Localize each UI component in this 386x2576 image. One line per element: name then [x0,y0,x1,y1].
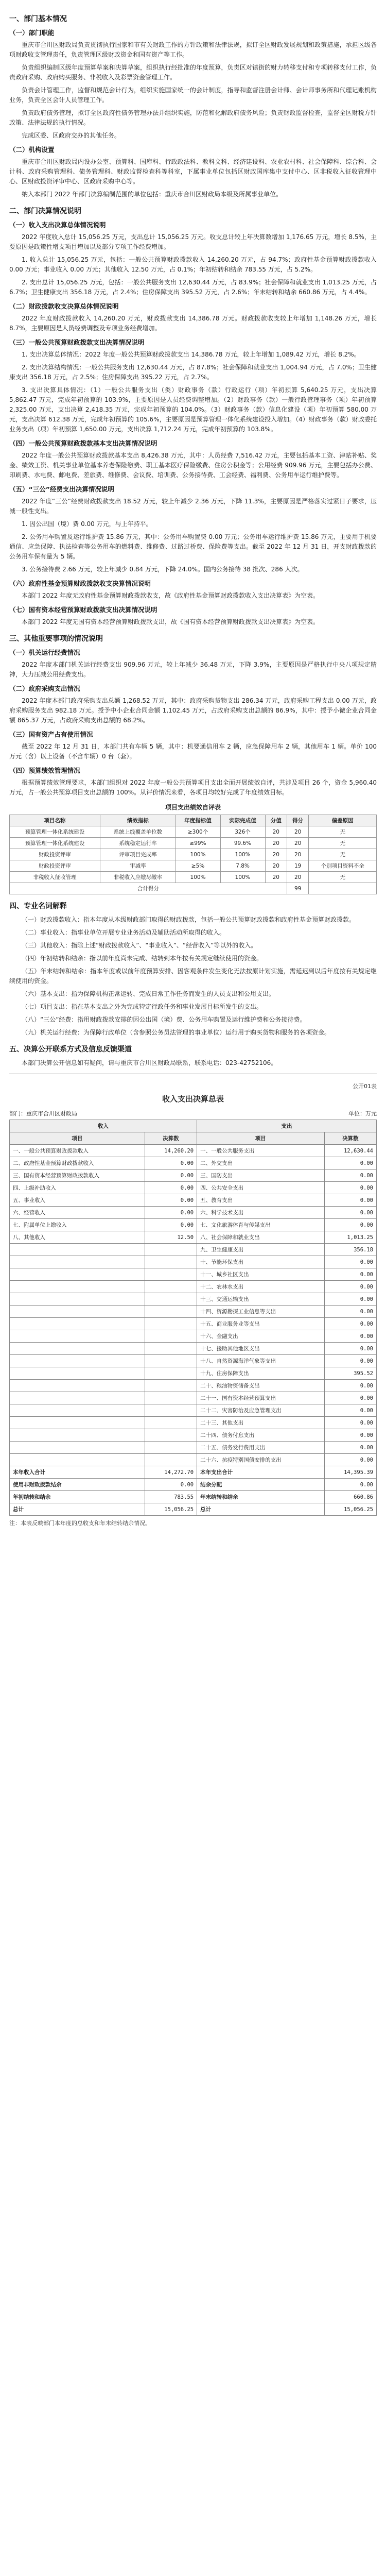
income-amount: 14,260.20 [145,1145,197,1157]
paragraph: 本部门 2022 年度无国有资本经营预算财政拨款支出，故《国有资本经营预算财政拨款支出决算表》为空表。 [22,618,320,625]
income-header: 收入 [10,1120,197,1132]
paragraph: 3. 支出决算具体情况：（1）一般公共服务支出（类）财政事务（款）行政运行（项）年初预算 5,640.25 万元，支出决算 5,862.47 万元，完成年初预算的 103.9%，主要原因是人员经费调整增加。（2）财政事务（款）一般行政管理事务（项）年初预算 2,325.00 万元，支出决算 2,418.35 万元，完成年初预算的 104.0%。（3）财政事务（款）信息化建设（项）年初预算 580.00 万元，支出决算 612.38 万元，完成年初预算的 105.6%，主要原因是预算管理一体化系统建设投入增加。（4）财政事务（款）财政委托业务支出（项）年初预算 1,650.00 万元，支出决算 1,712.24 万元，完成年初预算的 103.8%。 [9,386,377,433]
expense-amount: 0.00 [324,1182,376,1194]
perf-table-cell: 个别项目资料不全 [309,860,377,872]
income-amount [145,1454,197,1466]
budget-meta-top [9,1082,377,1090]
expense-amount: 0.00 [324,1318,376,1330]
income-amount [145,1417,197,1429]
perf-table-cell: ≥99% [176,838,220,849]
perf-table-cell: 20 [287,872,308,883]
paragraph: 2. 公务用车购置及运行维护费 15.86 万元，其中：公务用车购置费 0.00 万元；公务用车运行维护费 15.86 万元，主要用于机要通信、应急保障、执法检查等公务用车的燃料费、维修费、过路过桥费、保险费等支出。截至 2022 年 12 月 31 日，开支财政拨款的公务用车保有量为 5 辆。 [9,533,377,560]
income-amount: 12.50 [145,1231,197,1244]
expense-amount: 0.00 [324,1306,376,1318]
perf-table-cell: 99.6% [220,838,265,849]
perf-table-header: 得分 [287,815,308,826]
income-item [10,1429,145,1442]
perf-table-cell: 20 [265,838,287,849]
income-amount [145,1392,197,1404]
expense-amount: 0.00 [324,1429,376,1442]
income-item [10,1330,145,1343]
expense-item: 二十四、债务付息支出 [197,1429,324,1442]
income-item: 八、其他收入 [10,1231,145,1244]
subsection-heading: （二）政府采购支出情况 [9,685,80,692]
budget-row [10,1306,377,1318]
income-item [10,1268,145,1281]
budget-row [10,1170,377,1182]
budget-row [10,1442,377,1454]
income-item [10,1293,145,1306]
budget-row [10,1417,377,1429]
budget-carry-row-income-value: 0.00 [145,1479,197,1491]
expense-item: 五、教育支出 [197,1194,324,1207]
income-amount: 0.00 [145,1157,197,1170]
income-amount [145,1318,197,1330]
income-item [10,1306,145,1318]
expense-item: 二、外交支出 [197,1157,324,1170]
perf-table-row [10,872,377,883]
contact-paragraph: 本部门决算公开信息如有疑问，请与重庆市合川区财政局联系，联系电话：023-42752106。 [22,1059,277,1066]
perf-table-header-row [10,815,377,826]
income-item [10,1343,145,1355]
perf-table-cell: 100% [220,872,265,883]
paragraph: 负责政府债务管理，拟订全区政府性债务管理办法并组织实施，防范和化解政府债务风险；负责财政监督检查，监督全区财税方针政策、法律法规的执行情况。 [9,109,377,126]
budget-meta [9,1109,377,1117]
perf-table-cell: 20 [265,872,287,883]
subsection-heading: （二）机构设置 [9,146,55,154]
income-amount [145,1367,197,1380]
perf-table-cell: ≥300个 [176,826,220,838]
budget-col-header: 项目 [10,1132,145,1145]
perf-table-cell: 无 [309,838,377,849]
perf-table-cell: 100% [176,872,220,883]
budget-note: 注：本表反映部门本年度的总收支和年末结转结余情况。 [9,1520,151,1527]
income-item: 四、上级补助收入 [10,1182,145,1194]
income-amount [145,1429,197,1442]
perf-table [9,815,377,894]
budget-col-header: 项目 [197,1132,324,1145]
perf-table-cell: 财政投资评审 [10,860,100,872]
budget-balance-row-expense-value: 660.86 [324,1491,376,1503]
term-item: （二）事业收入：指事业单位开展专业业务活动及辅助活动所取得的收入。 [22,929,226,936]
perf-table-total-row [10,883,377,894]
paragraph: 3. 公务接待费 2.66 万元，较上年减少 0.84 万元，下降 24.0%。国内公务接待 38 批次、286 人次。 [22,566,304,573]
expense-item: 十七、援助其他地区支出 [197,1343,324,1355]
paragraph: 截至 2022 年 12 月 31 日，本部门共有车辆 5 辆，其中：机要通信用车 2 辆，应急保障用车 2 辆，其他用车 1 辆。单价 100 万元（含）以上设备（不含车辆）0 台（套）。 [9,743,377,760]
section-heading: 二、部门决算情况说明 [9,207,81,215]
budget-row [10,1367,377,1380]
perf-table-cell: 预算管理一体化系统建设 [10,826,100,838]
income-item [10,1367,145,1380]
contact-section [9,1044,377,1068]
expense-item: 十四、资源勘探工业信息等支出 [197,1306,324,1318]
expense-item: 二十六、抗疫特别国债安排的支出 [197,1454,324,1466]
perf-table-cell: 无 [309,849,377,860]
perf-table-cell: 20 [265,826,287,838]
perf-total-score: 99 [287,883,308,894]
perf-table-row [10,838,377,849]
budget-col-header: 决算数 [324,1132,376,1145]
budget-row [10,1194,377,1207]
term-item: （四）年初结转和结余：指以前年度尚未完成、结转到本年按有关规定继续使用的资金。 [22,955,263,962]
budget-carry-row-income-label: 使用非财政拨款结余 [10,1479,145,1491]
perf-table-cell: 19 [287,860,308,872]
income-amount [145,1268,197,1281]
expense-amount: 0.00 [324,1380,376,1392]
budget-col-header: 决算数 [145,1132,197,1145]
expense-amount: 0.00 [324,1170,376,1182]
income-item [10,1318,145,1330]
income-item [10,1256,145,1268]
perf-table-cell: 20 [265,860,287,872]
paragraph: 2022 年度财政拨款收入 14,260.20 万元，财政拨款支出 14,386.78 万元。财政拨款收支较上年增加 1,148.26 万元，增长 8.7%，主要原因是人员经费调整及专项业务经费增加。 [9,315,377,332]
expense-item: 二十五、债务发行费用支出 [197,1442,324,1454]
paragraph: 纳入本部门 2022 年部门决算编制范围的单位包括：重庆市合川区财政局本级及所属事业单位。 [22,191,283,198]
income-item: 七、附属单位上缴收入 [10,1219,145,1231]
paragraph: 1. 因公出国（境）费 0.00 万元，与上年持平。 [22,520,152,528]
subsection-heading: （二）财政拨款收支决算总体情况说明 [9,302,119,310]
expense-item: 九、卫生健康支出 [197,1244,324,1256]
budget-total-row-expense-label: 本年支出合计 [197,1466,324,1479]
budget-table-section [9,1082,377,1527]
perf-table-cell: 财政投资评审 [10,849,100,860]
expense-amount: 0.00 [324,1442,376,1454]
paragraph: 2022 年度收入总计 15,056.25 万元，支出总计 15,056.25 万元。收支总计较上年决算数增加 1,176.65 万元，增长 8.5%，主要原因是政策性增支项目增加以及部分专项工作经费增加。 [9,233,377,250]
paragraph: 1. 收入总计 15,056.25 万元，包括：一般公共预算财政拨款收入 14,260.20 万元，占 94.7%；政府性基金预算财政拨款收入 0.00 万元；事业收入 0.00 万元；其他收入 12.50 万元，占 0.1%；年初结转和结余 783.55 万元，占 5.2%。 [9,256,377,273]
expense-item: 七、文化旅游体育与传媒支出 [197,1219,324,1231]
perf-table-cell: 系统稳定运行率 [100,838,176,849]
expense-amount: 0.00 [324,1293,376,1306]
perf-table-cell: 100% [176,849,220,860]
expense-item: 十、节能环保支出 [197,1256,324,1268]
perf-table-cell: 7.8% [220,860,265,872]
perf-table-title: 项目支出绩效自评表 [165,804,221,811]
expense-amount: 1,013.25 [324,1231,376,1244]
section-heading: 一、部门基本情况 [9,15,67,23]
budget-row [10,1293,377,1306]
expense-item: 二十、粮油物资储备支出 [197,1380,324,1392]
perf-table-row [10,860,377,872]
term-item: （八）“三公”经费：指用财政拨款安排的因公出国（境）费、公务用车购置及运行维护费和公务接待费。 [22,1016,306,1023]
income-item [10,1281,145,1293]
expense-item: 八、社会保障和就业支出 [197,1231,324,1244]
term-item: （五）年末结转和结余：指本年度或以前年度预算安排、因客观条件发生变化无法按原计划实施，需延迟到以后年度按有关规定继续使用的资金。 [9,968,377,985]
budget-row [10,1392,377,1404]
budget-grand-row-expense-value: 15,056.25 [324,1503,376,1516]
budget-carry-row [10,1479,377,1491]
section [9,13,377,199]
budget-carry-row-expense-label: 结余分配 [197,1479,324,1491]
income-amount [145,1293,197,1306]
subsection-heading: （七）国有资本经营预算财政拨款支出决算情况说明 [9,606,157,614]
expense-item: 十五、商业服务业等支出 [197,1318,324,1330]
income-amount: 0.00 [145,1207,197,1219]
income-item [10,1454,145,1466]
budget-row [10,1231,377,1244]
budget-carry-row-expense-value: 0.00 [324,1479,376,1491]
budget-head-row [10,1120,377,1132]
perf-table-header: 分值 [265,815,287,826]
section [9,206,377,627]
budget-table-title: 收入支出决算总表 [162,1094,224,1104]
budget-total-row [10,1466,377,1479]
paragraph: 完成区委、区政府交办的其他任务。 [22,132,121,139]
income-amount [145,1343,197,1355]
budget-table [9,1120,377,1516]
budget-row [10,1256,377,1268]
budget-balance-row-income-label: 年初结转和结余 [10,1491,145,1503]
budget-row [10,1157,377,1170]
subsection-heading: （五）“三公”经费支出决算情况说明 [9,485,114,493]
budget-row [10,1281,377,1293]
perf-table-cell: 20 [287,838,308,849]
paragraph: 2. 支出总计 15,056.25 万元，包括：一般公共服务支出 12,630.44 万元，占 83.9%；社会保障和就业支出 1,013.25 万元，占 6.7%；卫生健康支出 356.18 万元，占 2.4%；住房保障支出 395.52 万元，占 2.6%；年末结转和结余 660.86 万元，占 4.4%。 [9,279,377,296]
income-amount [145,1404,197,1417]
expense-amount: 0.00 [324,1219,376,1231]
expense-item: 四、公共安全支出 [197,1182,324,1194]
expense-item: 十六、金融支出 [197,1330,324,1343]
paragraph: 负责会计管理工作，监督和规范会计行为，组织实施国家统一的会计制度，指导和监督注册会计师、会计师事务所和代理记账机构业务，负责全区会计人员管理工作。 [9,87,377,104]
expense-item: 二十三、其他支出 [197,1417,324,1429]
expense-amount: 0.00 [324,1194,376,1207]
expense-amount: 0.00 [324,1355,376,1367]
budget-total-row-expense-value: 14,395.39 [324,1466,376,1479]
income-amount [145,1256,197,1268]
expense-item: 一、一般公共服务支出 [197,1145,324,1157]
expense-header: 支出 [197,1120,377,1132]
expense-amount: 0.00 [324,1417,376,1429]
income-amount: 0.00 [145,1170,197,1182]
term-item: （六）基本支出：指为保障机构正常运转、完成日常工作任务而发生的人员支出和公用支出。 [22,990,275,997]
paragraph: 2022 年度“三公”经费财政拨款支出 18.52 万元，较上年减少 2.36 万元，下降 11.3%，主要原因是严格落实过紧日子要求，压减一般性支出。 [9,498,377,515]
perf-table-header: 年度指标值 [176,815,220,826]
expense-item: 三、国防支出 [197,1170,324,1182]
expense-item: 十八、自然资源海洋气象等支出 [197,1355,324,1367]
subsection-heading: （一）部门职能 [9,29,55,37]
perf-table-cell: 无 [309,826,377,838]
budget-row [10,1404,377,1417]
subsection-heading: （四）预算绩效管理情况 [9,767,80,774]
paragraph: 重庆市合川区财政局内设办公室、预算科、国库科、行政政法科、教科文科、经济建设科、农业农村科、社会保障科、综合科、会计科、政府采购管理科、债务管理科、财政监督检查科等科室，下属事业单位包括区财政国库集中支付中心、区非税收入征收管理中心、区财政投资评审中心、区政府采购中心等。 [9,158,377,185]
expense-amount: 0.00 [324,1343,376,1355]
perf-table-cell: ≥5% [176,860,220,872]
budget-grand-row-income-value: 15,056.25 [145,1503,197,1516]
expense-amount: 0.00 [324,1281,376,1293]
expense-amount: 0.00 [324,1330,376,1343]
budget-row [10,1429,377,1442]
expense-item: 十二、农林水支出 [197,1281,324,1293]
org-label: 部门：重庆市合川区财政局 [9,1110,77,1117]
income-item: 五、事业收入 [10,1194,145,1207]
terms-section [9,901,377,1038]
paragraph: 根据预算绩效管理要求，本部门组织对 2022 年度一般公共预算项目支出全面开展绩效自评，共涉及项目 26 个，资金 5,960.40 万元，占一般公共预算项目支出总额的 100%。从评价情况来看，各项目均较好完成了年度绩效目标。 [9,779,377,796]
expense-amount: 356.18 [324,1244,376,1256]
paragraph: 1. 支出决算总体情况：2022 年度一般公共预算财政拨款支出 14,386.78 万元，较上年增加 1,089.42 万元，增长 8.2%。 [22,351,360,358]
expense-amount: 0.00 [324,1207,376,1219]
perf-table-cell: 预算管理一体化系统建设 [10,838,100,849]
budget-total-row-income-value: 14,272.70 [145,1466,197,1479]
budget-balance-row [10,1491,377,1503]
terms-heading: 四、专业名词解释 [9,902,67,910]
expense-item: 二十二、灾害防治及应急管理支出 [197,1404,324,1417]
budget-row [10,1318,377,1330]
expense-amount: 0.00 [324,1157,376,1170]
income-amount: 0.00 [145,1182,197,1194]
budget-grand-row [10,1503,377,1516]
budget-subhead-row [10,1132,377,1145]
expense-item: 六、科学技术支出 [197,1207,324,1219]
expense-amount: 395.52 [324,1367,376,1380]
paragraph: 2022 年度本部门政府采购支出总额 1,268.52 万元，其中：政府采购货物支出 286.34 万元，政府采购工程支出 0.00 万元，政府采购服务支出 982.18 万元。授予中小企业合同金额 1,102.45 万元，占政府采购支出总额的 86.9%，其中：授予小微企业合同金额 865.37 万元，占政府采购支出总额的 68.2%。 [9,697,377,724]
perf-table-cell: 20 [287,849,308,860]
income-amount: 0.00 [145,1219,197,1231]
subsection-heading: （六）政府性基金预算财政拨款收支决算情况说明 [9,580,151,587]
expense-amount: 0.00 [324,1404,376,1417]
term-item: （三）其他收入：指除上述“财政拨款收入”、“事业收入”、“经营收入”等以外的收入。 [22,942,257,949]
income-item [10,1404,145,1417]
subsection-heading: （一）收入支出决算总体情况说明 [9,221,106,229]
paragraph: 2022 年度本部门机关运行经费支出 909.96 万元，较上年减少 36.48 万元，下降 3.9%，主要原因是严格执行中央八项规定精神，大力压减公用经费支出。 [9,661,377,678]
income-amount [145,1330,197,1343]
budget-row [10,1145,377,1157]
table-code: 公开01表 [353,1083,377,1090]
perf-table-header: 绩效指标 [100,815,176,826]
perf-table-header: 实际完成值 [220,815,265,826]
paragraph: 2022 年度一般公共预算财政拨款基本支出 8,426.38 万元，其中：人员经费 7,516.42 万元，主要包括基本工资、津贴补贴、奖金、绩效工资、机关事业单位基本养老保险缴费、职工基本医疗保险缴费、住房公积金等；公用经费 909.96 万元，主要包括办公费、印刷费、水电费、邮电费、差旅费、维修费、会议费、培训费、公务接待费、工会经费、福利费、公务用车运行维护费等。 [9,452,377,479]
expense-item: 十三、交通运输支出 [197,1293,324,1306]
income-amount [145,1281,197,1293]
budget-row [10,1330,377,1343]
term-item: （九）机关运行经费：为保障行政单位（含参照公务员法管理的事业单位）运行用于购买货物和服务的各项资金。 [22,1029,331,1036]
income-item [10,1380,145,1392]
expense-amount: 0.00 [324,1268,376,1281]
perf-table-cell: 审减率 [100,860,176,872]
perf-table-cell: 非税收入应缴尽缴率 [100,872,176,883]
expense-amount: 12,630.44 [324,1145,376,1157]
expense-amount: 0.00 [324,1392,376,1404]
income-amount: 0.00 [145,1194,197,1207]
section [9,633,377,798]
budget-balance-row-income-value: 783.55 [145,1491,197,1503]
perf-total-blank [309,883,377,894]
perf-table-cell: 系统上线覆盖单位数 [100,826,176,838]
subsection-heading: （三）国有资产占有使用情况 [9,731,93,738]
expense-amount: 0.00 [324,1256,376,1268]
budget-row [10,1343,377,1355]
expense-amount: 0.00 [324,1454,376,1466]
budget-row [10,1355,377,1367]
term-item: （七）项目支出：指在基本支出之外为完成特定行政任务和事业发展目标所发生的支出。 [22,1003,263,1010]
perf-table-header: 项目名称 [10,815,100,826]
paragraph: 2. 支出决算结构情况：一般公共服务支出 12,630.44 万元，占 87.8%；社会保障和就业支出 1,004.94 万元，占 7.0%；卫生健康支出 356.18 万元，占 2.5%；住房保障支出 395.22 万元，占 2.7%。 [9,364,377,381]
perf-table-row [10,849,377,860]
perf-table-cell: 评审项目完成率 [100,849,176,860]
perf-table-cell: 20 [265,849,287,860]
money-unit: 单位：万元 [348,1110,377,1117]
budget-total-row-income-label: 本年收入合计 [10,1466,145,1479]
budget-row [10,1380,377,1392]
perf-table-cell: 100% [220,849,265,860]
income-item: 三、国有资本经营预算财政拨款收入 [10,1170,145,1182]
budget-balance-row-expense-label: 年末结转和结余 [197,1491,324,1503]
income-amount [145,1442,197,1454]
income-amount [145,1306,197,1318]
perf-table-cell: 326个 [220,826,265,838]
budget-row [10,1454,377,1466]
paragraph: 负责组织编制区级年度预算草案和决算草案，组织执行经批准的年度预算，负责区对镇街的财力转移支付和专项转移支付工作，负责政府采购、政府购买服务、非税收入及彩票资金管理工作。 [9,64,377,81]
budget-row [10,1182,377,1194]
subsection-heading: （一）机关运行经费情况 [9,649,80,656]
budget-row [10,1244,377,1256]
expense-item: 十一、城乡社区支出 [197,1268,324,1281]
income-item: 一、一般公共预算财政拨款收入 [10,1145,145,1157]
budget-row [10,1219,377,1231]
perf-total-label: 合计得分 [10,883,287,894]
income-item [10,1417,145,1429]
income-item [10,1392,145,1404]
divider [9,1073,377,1074]
income-item [10,1442,145,1454]
perf-table-row [10,826,377,838]
expense-item: 十九、住房保障支出 [197,1367,324,1380]
perf-table-cell: 20 [287,826,308,838]
paragraph: 本部门 2022 年度无政府性基金预算财政拨款收支，故《政府性基金预算财政拨款收入支出决算表》为空表。 [22,592,320,599]
income-item: 二、政府性基金预算财政拨款收入 [10,1157,145,1170]
budget-grand-row-expense-label: 总计 [197,1503,324,1516]
subsection-heading: （三）一般公共预算财政拨款支出决算情况说明 [9,338,145,346]
budget-row [10,1268,377,1281]
income-amount [145,1380,197,1392]
section-heading: 三、其他重要事项的情况说明 [9,635,103,643]
subsection-heading: （四）一般公共预算财政拨款基本支出决算情况说明 [9,439,157,447]
budget-row [10,1207,377,1219]
income-item [10,1244,145,1256]
income-item: 六、经营收入 [10,1207,145,1219]
income-item [10,1355,145,1367]
income-amount [145,1244,197,1256]
income-amount [145,1355,197,1367]
perf-table-header: 偏差原因 [309,815,377,826]
term-item: （一）财政拨款收入：指本年度从本级财政部门取得的财政拨款，包括一般公共预算财政拨款和政府性基金预算财政拨款。 [22,916,356,923]
perf-table-cell: 无 [309,872,377,883]
contact-heading: 五、决算公开联系方式及信息反馈渠道 [9,1045,132,1054]
budget-grand-row-income-label: 总计 [10,1503,145,1516]
expense-item: 二十一、国有资本经营预算支出 [197,1392,324,1404]
perf-table-cell: 非税收入征收管理 [10,872,100,883]
paragraph: 重庆市合川区财政局负责贯彻执行国家和市有关财政工作的方针政策和法律法规，拟订全区财政发展规划和政策措施，承担区级各项财政收支管理责任，负责管理区级财政资金和国有资产等工作。 [9,41,377,58]
